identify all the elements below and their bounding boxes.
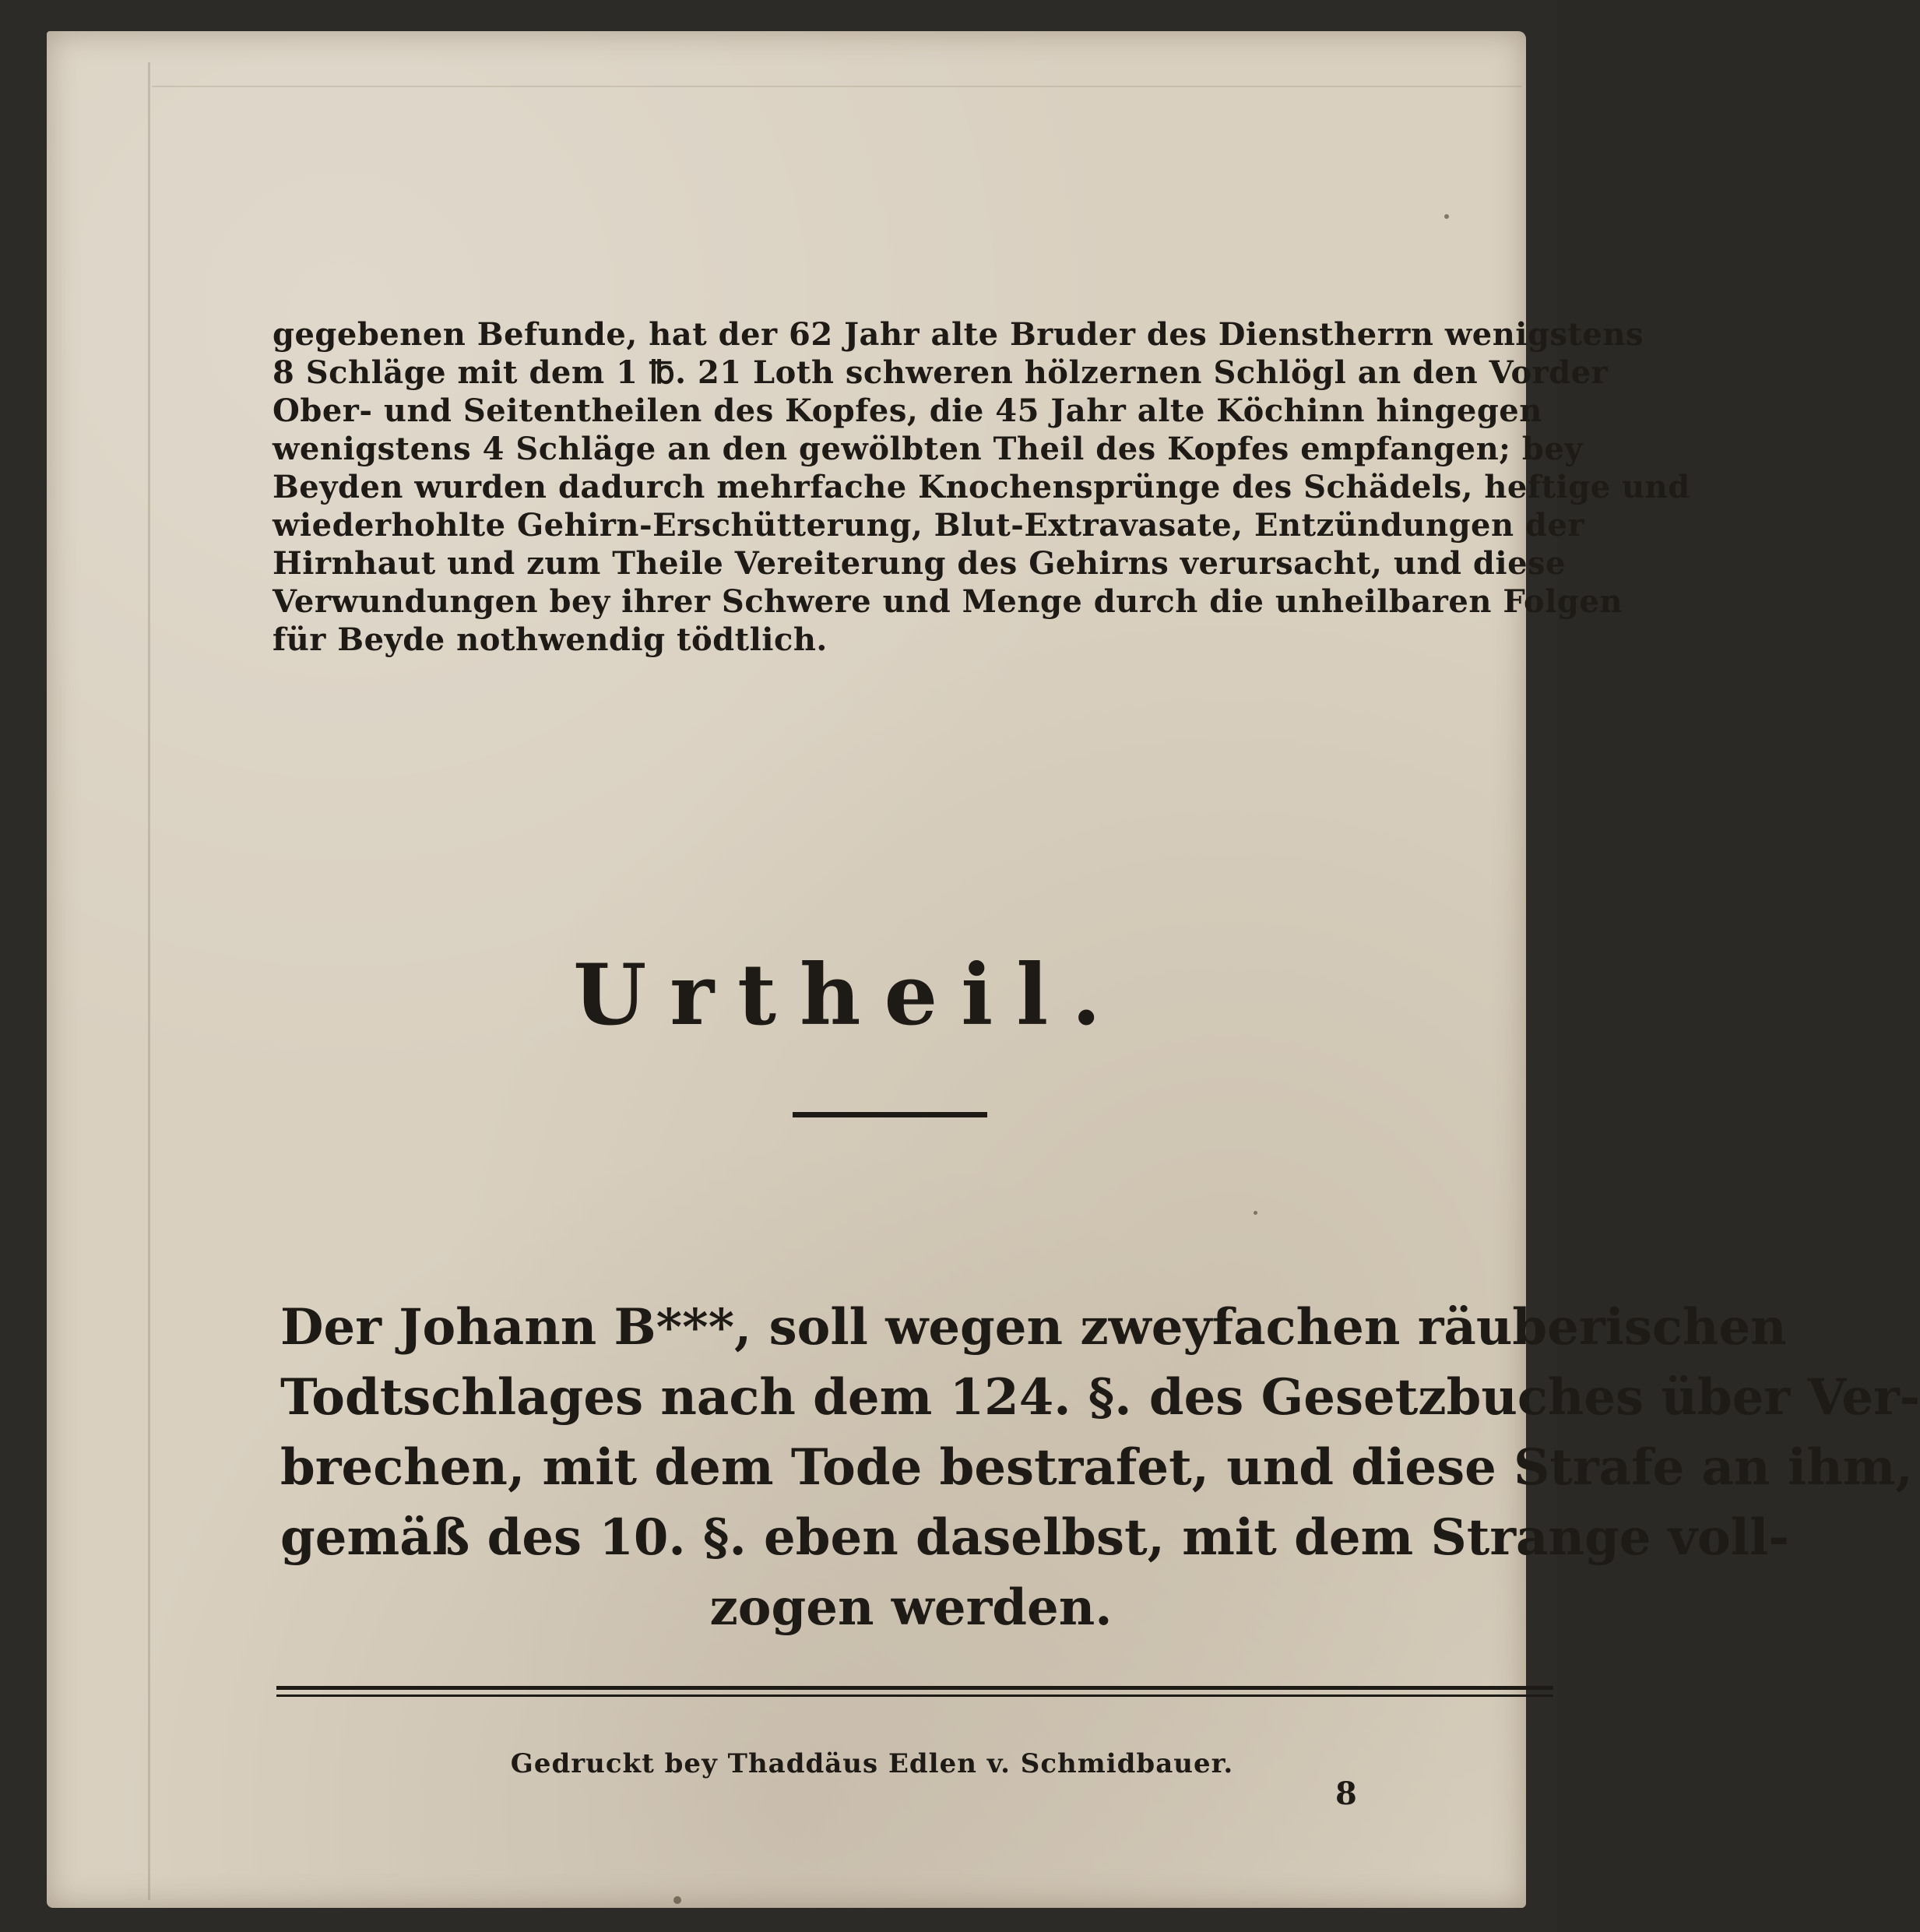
- body-line: wenigstens 4 Schläge an den gewölbten Theil des Kopfes empfangen; bey: [273, 431, 1584, 467]
- body-line: Ober- und Seitentheilen des Kopfes, die 45 Jahr alte Köchinn hingegen: [273, 392, 1542, 429]
- verdict-paragraph: [280, 1293, 1920, 1643]
- body-line: 8 Schläge mit dem 1 ℔. 21 Loth schweren hölzernen Schlögl an den Vorder: [273, 354, 1609, 391]
- paper-speck: [1444, 214, 1449, 219]
- paper-speck: [1254, 1211, 1257, 1215]
- top-fold: [152, 86, 1522, 87]
- body-line: Beyden wurden dadurch mehrfache Knochensprünge des Schädels, heftige und: [273, 469, 1690, 505]
- body-line: gegebenen Befunde, hat der 62 Jahr alte Bruder des Dienstherrn wenigstens: [273, 316, 1644, 353]
- section-heading: Urtheil.: [573, 946, 1124, 1044]
- verdict-line: zogen werden.: [709, 1578, 1113, 1637]
- document-page: [47, 31, 1920, 1908]
- body-line: wiederhohlte Gehirn-Erschütterung, Blut-Extravasate, Entzündungen der: [273, 507, 1584, 544]
- body-paragraph: [273, 315, 1690, 659]
- paper-speck: [673, 1896, 681, 1904]
- signature-mark: 8: [1335, 1775, 1357, 1812]
- verdict-line: brechen, mit dem Tode bestrafet, und diese Strafe an ihm,: [280, 1438, 1913, 1497]
- verdict-line: gemäß des 10. §. eben daselbst, mit dem Strange voll-: [280, 1508, 1789, 1567]
- body-line: für Beyde nothwendig tödtlich.: [273, 621, 828, 658]
- verdict-line: Der Johann B***, soll wegen zweyfachen räuberischen: [280, 1298, 1787, 1357]
- body-line: Verwundungen bey ihrer Schwere und Menge durch die unheilbaren Folgen: [273, 583, 1623, 620]
- body-line: Hirnhaut und zum Theile Vereiterung des Gehirns verursacht, und diese: [273, 545, 1567, 582]
- footer-rule: [276, 1686, 1553, 1697]
- heading-rule: [793, 1112, 987, 1117]
- printer-imprint: Gedruckt bey Thaddäus Edlen v. Schmidbauer.: [510, 1748, 1234, 1779]
- verdict-line: Todtschlages nach dem 124. §. des Gesetzbuches über Ver-: [280, 1368, 1920, 1427]
